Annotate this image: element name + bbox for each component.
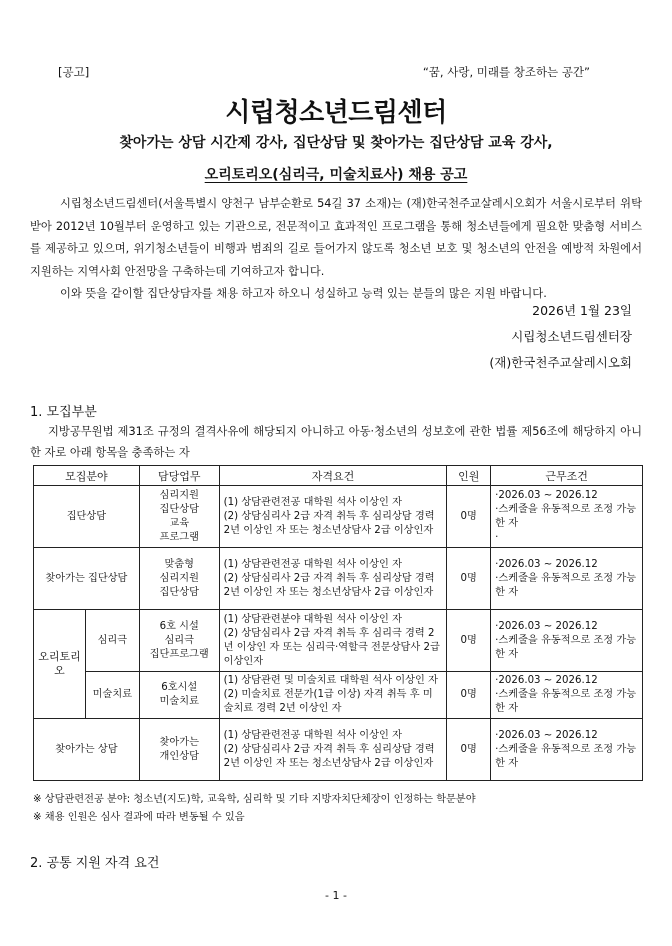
requirements-cell <box>219 548 447 610</box>
count-cell: 0명 <box>447 672 491 719</box>
duty-cell <box>139 548 219 610</box>
conditions-cell <box>491 610 643 672</box>
requirement-line: (2) 상담심리사 2급 자격 취득 후 심리상담 경력 2년 이상인 자 또는 청소년상담사 2급 이상인자 <box>223 572 435 598</box>
table-header-row <box>34 466 643 486</box>
requirements-cell <box>219 486 447 548</box>
header-duty: 담당업무 <box>139 466 219 486</box>
conditions-cell <box>491 672 643 719</box>
duty-line: 6호시설 <box>161 682 198 693</box>
table-row <box>34 486 643 548</box>
table-row <box>34 719 643 781</box>
field-cell: 집단상담 <box>34 486 140 548</box>
duty-line: 심리지원 <box>159 489 199 501</box>
duty-line: 교육 <box>169 517 190 529</box>
subtitle-line-2 <box>0 164 672 184</box>
duty-cell <box>139 610 219 672</box>
requirement-line: (1) 상담관련전공 대학원 석사 이상인 자 <box>223 729 402 741</box>
header-field: 모집분야 <box>34 466 140 486</box>
table-notes <box>33 791 476 827</box>
duty-line: 심리지원 <box>159 572 199 584</box>
field-cell: 찾아가는 집단상담 <box>34 548 140 610</box>
condition-line: ·2026.03 ~ 2026.12 <box>495 620 598 632</box>
requirement-line: (1) 상담관련분야 대학원 석사 이상인 자 <box>223 613 402 625</box>
duty-line: 개인상담 <box>159 750 199 762</box>
intro-paragraph-1: 시립청소년드림센터(서울특별시 양천구 남부순환로 54길 37 소재)는 (재)한국천주교살레시오회가 서울시로부터 위탁받아 2012년 10월부터 운영하고 있는 기관으로, 전문적이고 효과적인 프로그램을 통해 청소년들에게 필요한 맞춤형 서비스를 제공하고 있으며, 위기청소년들이 비행과 범죄의 길로 들어가지 않도록 청소년 보호 및 청소년의 안전을 예방적 차원에서 지원하는 지역사회 안전망을 구축하는데 기여하고자 합니다. <box>30 197 642 278</box>
requirement-line: (2) 상담심리사 2급 자격 취득 후 심리상담 경력 2년 이상인 자 또는 청소년상담사 2급 이상인자 <box>223 510 435 536</box>
group-cell: 오리토리오 <box>34 610 86 719</box>
date-signature-block <box>489 298 632 376</box>
section-1-description: 지방공무원법 제31조 규정의 결격사유에 해당되지 아니하고 아동·청소년의 성보호에 관한 법률 제56조에 해당하지 아니한 자로 아래 항목을 충족하는 자 <box>30 425 642 459</box>
duty-line: 맞춤형 <box>164 558 194 570</box>
duty-line: 집단상담 <box>159 503 199 515</box>
requirements-cell <box>219 719 447 781</box>
condition-line: ·스케줄을 유동적으로 조정 가능한 자 <box>495 503 637 529</box>
count-cell: 0명 <box>447 486 491 548</box>
table-row <box>34 672 643 719</box>
page-number: - 1 - <box>325 889 347 902</box>
notice-date: 2026년 1월 23일 <box>532 303 632 318</box>
duty-line: 프로그램 <box>159 531 199 543</box>
duty-cell <box>139 672 219 719</box>
duty-line: 미술치료 <box>159 696 199 707</box>
count-cell: 0명 <box>447 610 491 672</box>
condition-line: ·2026.03 ~ 2026.12 <box>495 558 598 570</box>
requirement-line: (2) 상담심리사 2급 자격 취득 후 심리상담 경력 2년 이상인 자 또는 청소년상담사 2급 이상인자 <box>223 743 435 769</box>
conditions-cell <box>491 548 643 610</box>
duty-line: 집단상담 <box>159 586 199 598</box>
requirements-cell <box>219 610 447 672</box>
header-count: 인원 <box>447 466 491 486</box>
intro-text <box>30 193 642 306</box>
subtitle-line-2-text: 오리토리오(심리극, 미술치료사) 채용 공고 <box>204 167 468 183</box>
section-1-heading: 1. 모집부분 <box>30 405 97 420</box>
signer-line-1: 시립청소년드림센터장 <box>511 329 632 344</box>
subtitle-line-1: 찾아가는 상담 시간제 강사, 집단상담 및 찾아가는 집단상담 교육 강사, <box>119 135 553 151</box>
table-row <box>34 610 643 672</box>
table-row <box>34 548 643 610</box>
duty-line: 6호 시설 <box>159 620 199 632</box>
condition-line: ·스케줄을 유동적으로 조정 가능한 자 <box>495 689 637 714</box>
field-cell: 심리극 <box>85 610 139 672</box>
condition-line: ·스케줄을 유동적으로 조정 가능한 자 <box>495 743 637 769</box>
conditions-cell <box>491 486 643 548</box>
count-cell: 0명 <box>447 548 491 610</box>
note-line: ※ 상담관련전공 분야: 청소년(지도)학, 교육학, 심리학 및 기타 지방자치단체장이 인정하는 학문분야 <box>33 794 476 805</box>
duty-line: 심리극 <box>164 634 194 646</box>
condition-line: ·스케줄을 유동적으로 조정 가능한 자 <box>495 572 637 598</box>
slogan: “꿈, 사랑, 미래를 창조하는 공간” <box>422 65 590 79</box>
note-line: ※ 채용 인원은 심사 결과에 따라 변동될 수 있음 <box>33 812 245 823</box>
condition-line: ·2026.03 ~ 2026.12 <box>495 675 598 686</box>
duty-cell <box>139 719 219 781</box>
requirement-line: (1) 상담관련 및 미술치료 대학원 석사 이상인 자 <box>223 675 438 686</box>
requirements-cell <box>219 672 447 719</box>
condition-line: · <box>495 531 499 543</box>
field-cell: 찾아가는 상담 <box>34 719 140 781</box>
conditions-cell <box>491 719 643 781</box>
requirement-line: (1) 상담관련전공 대학원 석사 이상인 자 <box>223 496 402 508</box>
header-conditions: 근무조건 <box>491 466 643 486</box>
header-requirements: 자격요건 <box>219 466 447 486</box>
requirement-line: (2) 상담심리사 2급 자격 취득 후 심리극 경력 2년 이상인 자 또는 심리극·역할극 전문상담사 2급 이상인자 <box>223 627 440 667</box>
count-cell: 0명 <box>447 719 491 781</box>
requirement-line: (1) 상담관련전공 대학원 석사 이상인 자 <box>223 558 402 570</box>
page-title: 시립청소년드림센터 <box>225 98 447 128</box>
duty-cell <box>139 486 219 548</box>
duty-line: 찾아가는 <box>159 736 199 748</box>
condition-line: ·2026.03 ~ 2026.12 <box>495 489 598 501</box>
condition-line: ·스케줄을 유동적으로 조정 가능한 자 <box>495 634 637 660</box>
duty-line: 집단프로그램 <box>149 648 209 660</box>
signer-line-2: (재)한국천주교살레시오회 <box>489 355 632 370</box>
intro-paragraph-2: 이와 뜻을 같이할 집단상담자를 채용 하고자 하오니 성실하고 능력 있는 분들의 많은 지원 바랍니다. <box>60 287 547 300</box>
recruitment-table <box>33 465 643 781</box>
condition-line: ·2026.03 ~ 2026.12 <box>495 729 598 741</box>
requirement-line: (2) 미술치료 전문가(1급 이상) 자격 취득 후 미술치료 경력 2년 이상인 자 <box>223 689 433 714</box>
field-cell: 미술치료 <box>85 672 139 719</box>
section-2-heading: 2. 공통 지원 자격 요건 <box>30 856 160 871</box>
notice-tag: [공고] <box>58 65 90 79</box>
